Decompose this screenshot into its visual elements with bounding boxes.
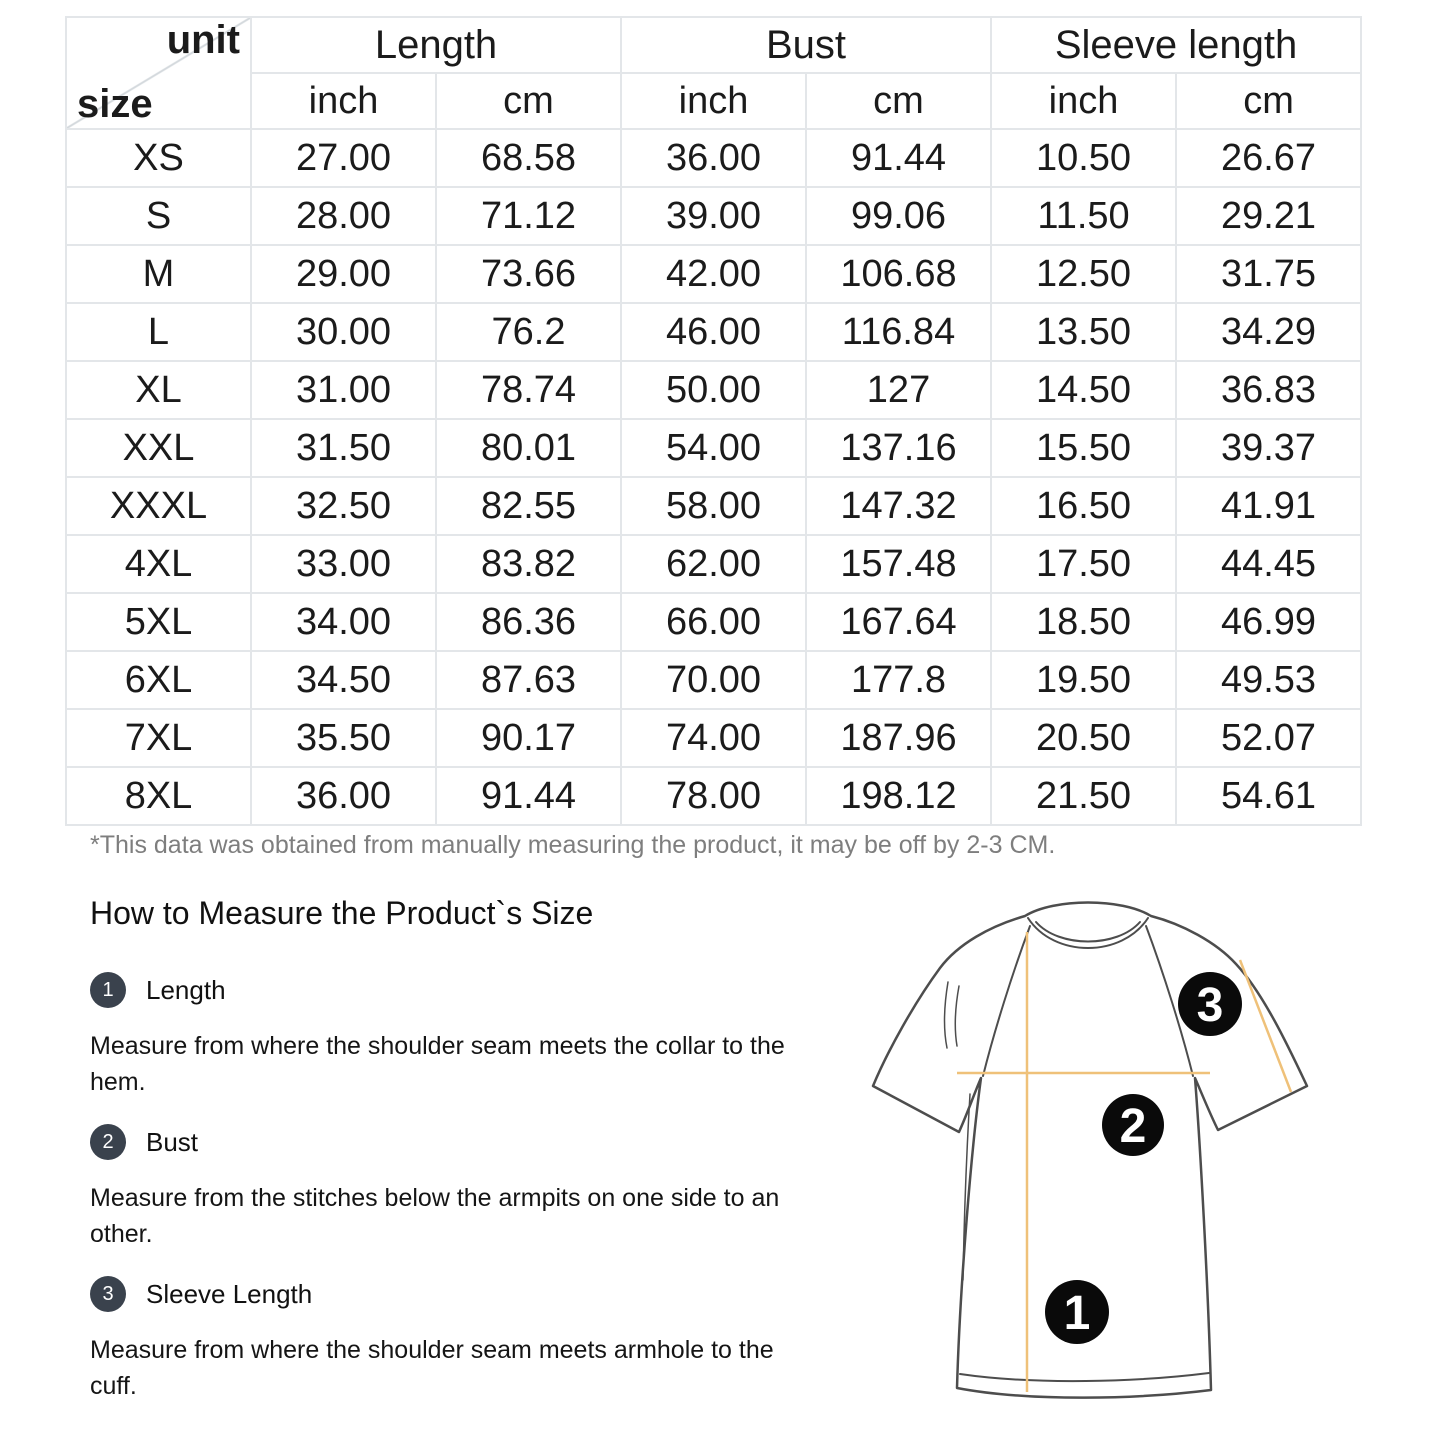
table-row <box>66 129 1361 187</box>
measurement-cell: 76.2 <box>436 303 621 361</box>
unit-header: inch <box>251 73 436 129</box>
size-corner-label: size <box>77 82 153 126</box>
measurement-cell: 62.00 <box>621 535 806 593</box>
measurement-cell: 73.66 <box>436 245 621 303</box>
measurement-cell: 10.50 <box>991 129 1176 187</box>
measure-step <box>90 972 795 1008</box>
measurement-cell: 16.50 <box>991 477 1176 535</box>
table-row <box>66 187 1361 245</box>
section-title: How to Measure the Product`s Size <box>90 895 594 931</box>
size-cell: M <box>66 245 251 303</box>
step-number-badge: 2 <box>90 1124 126 1160</box>
marker-2-number: 2 <box>1119 1100 1147 1153</box>
size-cell: 8XL <box>66 767 251 825</box>
measurement-cell: 66.00 <box>621 593 806 651</box>
measurement-cell: 29.00 <box>251 245 436 303</box>
column-group-header: Length <box>251 17 621 73</box>
measurement-cell: 177.8 <box>806 651 991 709</box>
table-row <box>66 593 1361 651</box>
measurement-cell: 106.68 <box>806 245 991 303</box>
measurement-cell: 99.06 <box>806 187 991 245</box>
measurement-cell: 46.99 <box>1176 593 1361 651</box>
measurement-cell: 14.50 <box>991 361 1176 419</box>
measurement-cell: 26.67 <box>1176 129 1361 187</box>
measurement-cell: 44.45 <box>1176 535 1361 593</box>
table-row <box>66 245 1361 303</box>
column-group-header: Bust <box>621 17 991 73</box>
measurement-cell: 54.00 <box>621 419 806 477</box>
step-number-badge: 3 <box>90 1276 126 1312</box>
unit-header: cm <box>806 73 991 129</box>
tshirt-measurement-diagram <box>860 882 1430 1442</box>
measurement-cell: 32.50 <box>251 477 436 535</box>
size-cell: 4XL <box>66 535 251 593</box>
measurement-cell: 31.50 <box>251 419 436 477</box>
measurement-cell: 36.00 <box>621 129 806 187</box>
step-label: Length <box>146 974 226 1005</box>
step-number-badge: 1 <box>90 972 126 1008</box>
measurement-cell: 58.00 <box>621 477 806 535</box>
measurement-cell: 15.50 <box>991 419 1176 477</box>
measurement-cell: 147.32 <box>806 477 991 535</box>
measurement-cell: 19.50 <box>991 651 1176 709</box>
column-group-header: Sleeve length <box>991 17 1361 73</box>
measurement-cell: 18.50 <box>991 593 1176 651</box>
measurement-cell: 31.00 <box>251 361 436 419</box>
table-row <box>66 361 1361 419</box>
unit-header: cm <box>1176 73 1361 129</box>
measurement-cell: 167.64 <box>806 593 991 651</box>
measurement-cell: 34.50 <box>251 651 436 709</box>
measurement-cell: 78.74 <box>436 361 621 419</box>
step-description: Measure from the stitches below the armpits on one side to an other. <box>90 1184 780 1248</box>
measure-step <box>90 1124 795 1160</box>
unit-header: cm <box>436 73 621 129</box>
measurement-cell: 78.00 <box>621 767 806 825</box>
measurement-cell: 34.29 <box>1176 303 1361 361</box>
measurement-cell: 12.50 <box>991 245 1176 303</box>
measurement-cell: 13.50 <box>991 303 1176 361</box>
measurement-cell: 52.07 <box>1176 709 1361 767</box>
measurement-cell: 11.50 <box>991 187 1176 245</box>
measurement-cell: 80.01 <box>436 419 621 477</box>
marker-3-number: 3 <box>1196 979 1224 1032</box>
unit-header: inch <box>621 73 806 129</box>
measurement-cell: 34.00 <box>251 593 436 651</box>
measurement-cell: 83.82 <box>436 535 621 593</box>
how-to-measure-section <box>90 893 795 1428</box>
measurement-cell: 70.00 <box>621 651 806 709</box>
table-row <box>66 709 1361 767</box>
step-label: Sleeve Length <box>146 1278 313 1309</box>
measurement-cell: 42.00 <box>621 245 806 303</box>
measurement-cell: 39.37 <box>1176 419 1361 477</box>
step-description: Measure from where the shoulder seam meets the collar to the hem. <box>90 1032 785 1096</box>
measurement-cell: 50.00 <box>621 361 806 419</box>
table-row <box>66 303 1361 361</box>
size-cell: S <box>66 187 251 245</box>
size-cell: XXXL <box>66 477 251 535</box>
size-cell: 5XL <box>66 593 251 651</box>
size-cell: 7XL <box>66 709 251 767</box>
size-cell: 6XL <box>66 651 251 709</box>
size-chart-table <box>65 16 1362 826</box>
measurement-cell: 87.63 <box>436 651 621 709</box>
measurement-cell: 27.00 <box>251 129 436 187</box>
measurement-cell: 91.44 <box>436 767 621 825</box>
size-cell: XS <box>66 129 251 187</box>
measurement-cell: 49.53 <box>1176 651 1361 709</box>
table-row <box>66 477 1361 535</box>
size-cell: XXL <box>66 419 251 477</box>
measurement-cell: 116.84 <box>806 303 991 361</box>
measurement-cell: 30.00 <box>251 303 436 361</box>
measurement-cell: 90.17 <box>436 709 621 767</box>
measurement-cell: 198.12 <box>806 767 991 825</box>
table-corner-cell <box>66 17 251 129</box>
measurement-cell: 39.00 <box>621 187 806 245</box>
measurement-cell: 36.00 <box>251 767 436 825</box>
measurement-cell: 35.50 <box>251 709 436 767</box>
measurement-cell: 21.50 <box>991 767 1176 825</box>
measurement-cell: 29.21 <box>1176 187 1361 245</box>
size-cell: L <box>66 303 251 361</box>
table-row <box>66 651 1361 709</box>
measurement-cell: 33.00 <box>251 535 436 593</box>
table-row <box>66 535 1361 593</box>
measurement-cell: 20.50 <box>991 709 1176 767</box>
measurement-cell: 74.00 <box>621 709 806 767</box>
table-row <box>66 767 1361 825</box>
table-row <box>66 419 1361 477</box>
measurement-cell: 127 <box>806 361 991 419</box>
measurement-cell: 157.48 <box>806 535 991 593</box>
step-label: Bust <box>146 1126 199 1157</box>
measurement-cell: 187.96 <box>806 709 991 767</box>
marker-1-number: 1 <box>1063 1287 1091 1340</box>
measurement-disclaimer: *This data was obtained from manually measuring the product, it may be off by 2-3 CM. <box>90 831 1056 859</box>
step-description: Measure from where the shoulder seam meets armhole to the cuff. <box>90 1336 774 1400</box>
measurement-cell: 17.50 <box>991 535 1176 593</box>
unit-corner-label: unit <box>166 18 240 62</box>
measurement-cell: 46.00 <box>621 303 806 361</box>
measurement-cell: 86.36 <box>436 593 621 651</box>
measurement-cell: 91.44 <box>806 129 991 187</box>
size-cell: XL <box>66 361 251 419</box>
measurement-cell: 71.12 <box>436 187 621 245</box>
measure-step <box>90 1276 795 1312</box>
measurement-cell: 82.55 <box>436 477 621 535</box>
measurement-cell: 28.00 <box>251 187 436 245</box>
measurement-cell: 137.16 <box>806 419 991 477</box>
measurement-cell: 41.91 <box>1176 477 1361 535</box>
unit-header: inch <box>991 73 1176 129</box>
measurement-cell: 68.58 <box>436 129 621 187</box>
measurement-cell: 54.61 <box>1176 767 1361 825</box>
measurement-cell: 36.83 <box>1176 361 1361 419</box>
measurement-cell: 31.75 <box>1176 245 1361 303</box>
